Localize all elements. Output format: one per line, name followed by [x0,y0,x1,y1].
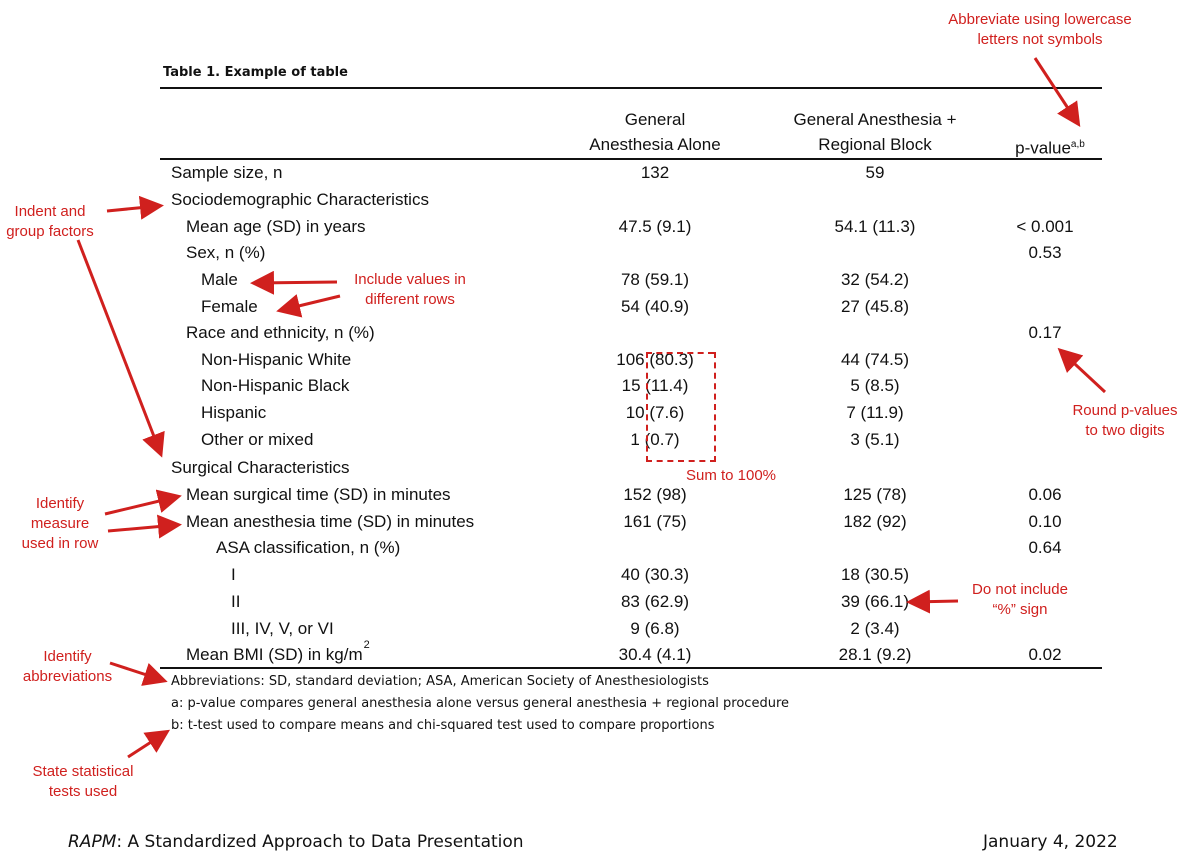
row-label: Mean anesthesia time (SD) in minutes [186,512,475,531]
annotation-line: Round p-values [1072,402,1178,419]
table-title: Table 1. Example of table [163,65,348,80]
value-general-alone: 15 (11.4) [621,376,689,395]
value-general-alone: 78 (59.1) [620,270,690,289]
p-value: 0.64 [1028,538,1062,557]
row-label: Surgical Characteristics [171,458,350,477]
value-general-regional: 27 (45.8) [840,297,910,316]
col-header-line: General Anesthesia + [793,110,957,129]
value-general-regional: 32 (54.2) [840,270,910,289]
annotation-sum: Sum to 100% [685,467,777,484]
annotation-line: Do not include [972,581,1068,598]
row-label: Hispanic [201,403,267,422]
annotation-line: letters not symbols [977,31,1103,48]
arrow-male [256,282,337,283]
annotation-line: used in row [21,535,99,552]
annotation-line: measure [30,515,90,532]
value-general-alone: 132 [640,163,670,182]
footer-title [68,832,524,852]
annotation-line: Include values in [354,271,466,288]
p-value: 0.53 [1028,243,1062,262]
annotation-line: Identify [35,495,85,512]
arrow-indent [107,206,158,211]
row-label: Mean age (SD) in years [186,217,366,236]
value-general-alone: 47.5 (9.1) [618,217,692,236]
value-general-regional: 59 [865,163,885,182]
arrow-measure-2 [108,525,176,531]
annotation-line: “%” sign [992,601,1048,618]
col-header-line: General [624,110,686,129]
row-label: Mean surgical time (SD) in minutes [186,485,451,504]
annotation-line: Indent and [14,203,86,220]
arrow-abbreviate [1035,58,1077,122]
annotation-line: Identify [43,648,92,665]
row-label: Mean BMI (SD) in kg/m [186,645,363,664]
annotation-line: Abbreviate using lowercase [948,11,1132,28]
footnote-abbreviations: Abbreviations: SD, standard deviation; ASA, American Society of Anesthesiologists [171,674,709,689]
footer-date: January 4, 2022 [983,832,1118,852]
value-general-regional: 44 (74.5) [840,350,910,369]
arrow-tests [128,733,165,757]
p-value: 0.17 [1028,323,1062,342]
row-label: ASA classification, n (%) [216,538,401,557]
annotation-line: different rows [365,291,455,308]
value-general-alone: 40 (30.3) [620,565,690,584]
p-value: 0.06 [1028,485,1062,504]
col-header-line: Regional Block [818,135,932,154]
row-label: Non-Hispanic Black [201,376,350,395]
row-label: Sex, n (%) [186,243,266,262]
arrow-abbrev [110,663,162,680]
arrow-measure-1 [105,497,176,514]
value-general-regional: 54.1 (11.3) [834,217,916,236]
arrow-female [282,296,340,310]
row-label: Sociodemographic Characteristics [171,190,429,209]
row-label: I [231,565,236,584]
value-general-alone: 10 (7.6) [625,403,685,422]
row-label: Non-Hispanic White [201,350,352,369]
row-label: Sample size, n [171,163,283,182]
footer-title-rest: : A Standardized Approach to Data Presentation [116,832,524,852]
value-general-regional: 2 (3.4) [850,619,900,638]
footnote-b: b: t-test used to compare means and chi-squared test used to compare proportions [171,718,715,733]
annotation-line: to two digits [1085,422,1165,439]
value-general-regional: 28.1 (9.2) [838,645,912,664]
col-header-line: Anesthesia Alone [589,135,721,154]
row-label: Race and ethnicity, n (%) [186,323,375,342]
value-general-alone: 9 (6.8) [630,619,680,638]
value-general-regional: 39 (66.1) [840,592,910,611]
value-general-regional: 125 (78) [843,485,907,504]
annotation-line: tests used [48,783,118,800]
pvalue-superscript: a,b [1070,139,1085,150]
value-general-regional: 5 (8.5) [850,376,900,395]
value-general-alone: 30.4 (4.1) [618,645,692,664]
row-label: Male [201,270,238,289]
value-general-alone: 83 (62.9) [620,592,690,611]
value-general-regional: 182 (92) [843,512,907,531]
footnote-a: a: p-value compares general anesthesia alone versus general anesthesia + regional procedure [171,696,789,711]
arrow-group [78,240,160,452]
value-general-regional: 7 (11.9) [846,403,904,422]
p-value: 0.10 [1028,512,1062,531]
arrow-no-percent [912,601,958,602]
value-general-alone: 106 (80.3) [616,350,694,369]
value-general-alone: 54 (40.9) [620,297,690,316]
annotation-line: abbreviations [22,668,113,685]
value-general-regional: 18 (30.5) [840,565,910,584]
annotation-line: group factors [6,223,94,240]
pvalue-label: p-value [1015,138,1071,158]
row-label: Other or mixed [201,430,314,449]
value-general-alone: 1 (0.7) [630,430,680,449]
row-label: II [231,592,241,611]
value-general-regional: 3 (5.1) [850,430,900,449]
value-general-alone: 161 (75) [623,512,687,531]
row-label: III, IV, V, or VI [231,619,334,638]
value-general-alone: 152 (98) [623,485,687,504]
footer-title-italic: RAPM [68,832,117,852]
p-value: < 0.001 [1016,217,1074,236]
annotation-line: State statistical [32,763,134,780]
row-label: Female [201,297,258,316]
row-label-superscript: 2 [363,639,370,651]
arrow-round [1062,352,1105,392]
p-value: 0.02 [1028,645,1062,664]
